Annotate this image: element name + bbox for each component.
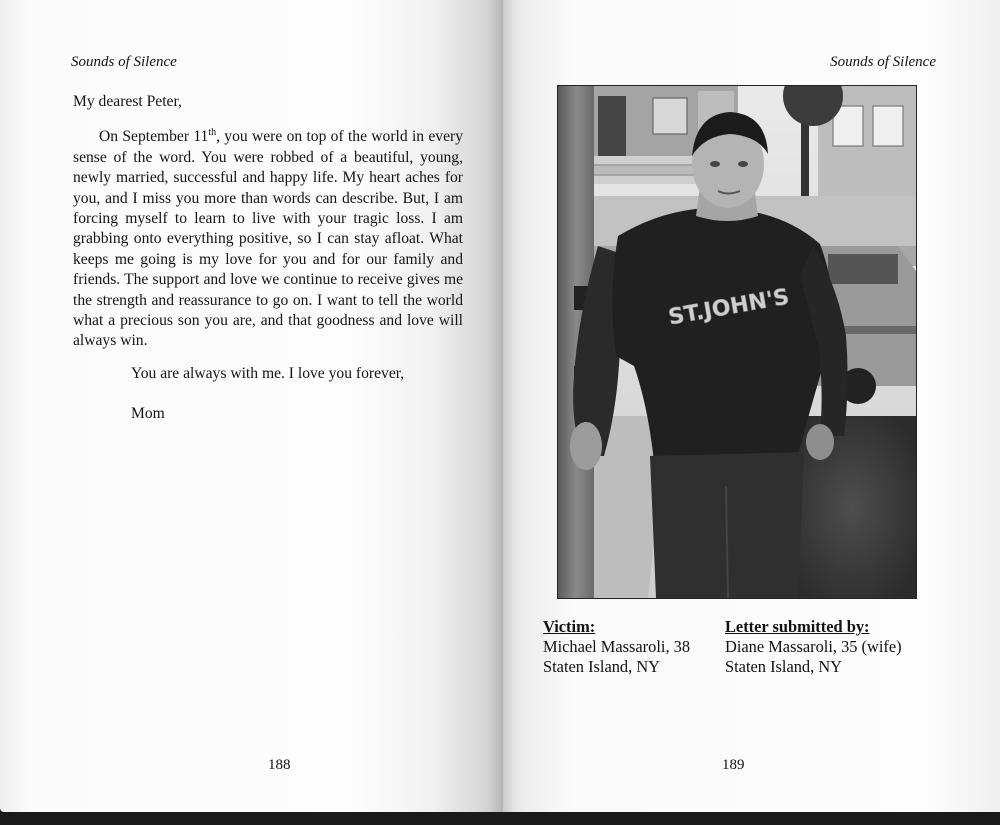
victim-caption	[543, 617, 690, 677]
page-number-right: 189	[722, 757, 745, 773]
victim-heading: Victim:	[543, 617, 596, 636]
letter-body-start: On September 11	[99, 128, 209, 146]
submitter-location: Staten Island, NY	[725, 657, 842, 676]
letter-salutation: My dearest Peter,	[73, 93, 182, 110]
victim-name: Michael Massaroli, 38	[543, 637, 691, 656]
letter	[73, 92, 463, 425]
left-page	[0, 0, 503, 812]
ordinal-suffix: th	[208, 127, 217, 139]
letter-body	[73, 127, 463, 351]
letter-body-rest: , you were on top of the world in every sense of the word. You were robbed of a beautiful, young, newly married, successful and happy life. My heart aches for you, and I miss you more than words can describe. But, I am forcing myself to learn to live with your tragic loss. I am grabbing onto everything positive, so I can stay afloat. What keeps me going is my love for you and for our family and friends. The support and love we continue to receive gives me the strength and reassurance to go on. I want to tell the world what a precious son you are, and that goodness and love will always win.	[73, 128, 463, 350]
shirt-text: ST.JOHN'S	[666, 284, 792, 331]
running-head-left: Sounds of Silence	[71, 54, 177, 70]
submitter-name: Diane Massaroli, 35 (wife)	[725, 637, 902, 656]
submitter-heading: Letter submitted by:	[725, 617, 870, 636]
running-head-right: Sounds of Silence	[830, 54, 936, 70]
victim-location: Staten Island, NY	[543, 657, 660, 676]
page-number-left: 188	[268, 757, 291, 773]
submitter-caption	[725, 617, 902, 677]
letter-closing: You are always with me. I love you forever,	[131, 364, 405, 382]
right-page	[503, 0, 1000, 812]
portrait-photo	[558, 86, 916, 598]
letter-signoff: Mom	[131, 405, 165, 423]
portrait-photo-image	[558, 86, 916, 598]
